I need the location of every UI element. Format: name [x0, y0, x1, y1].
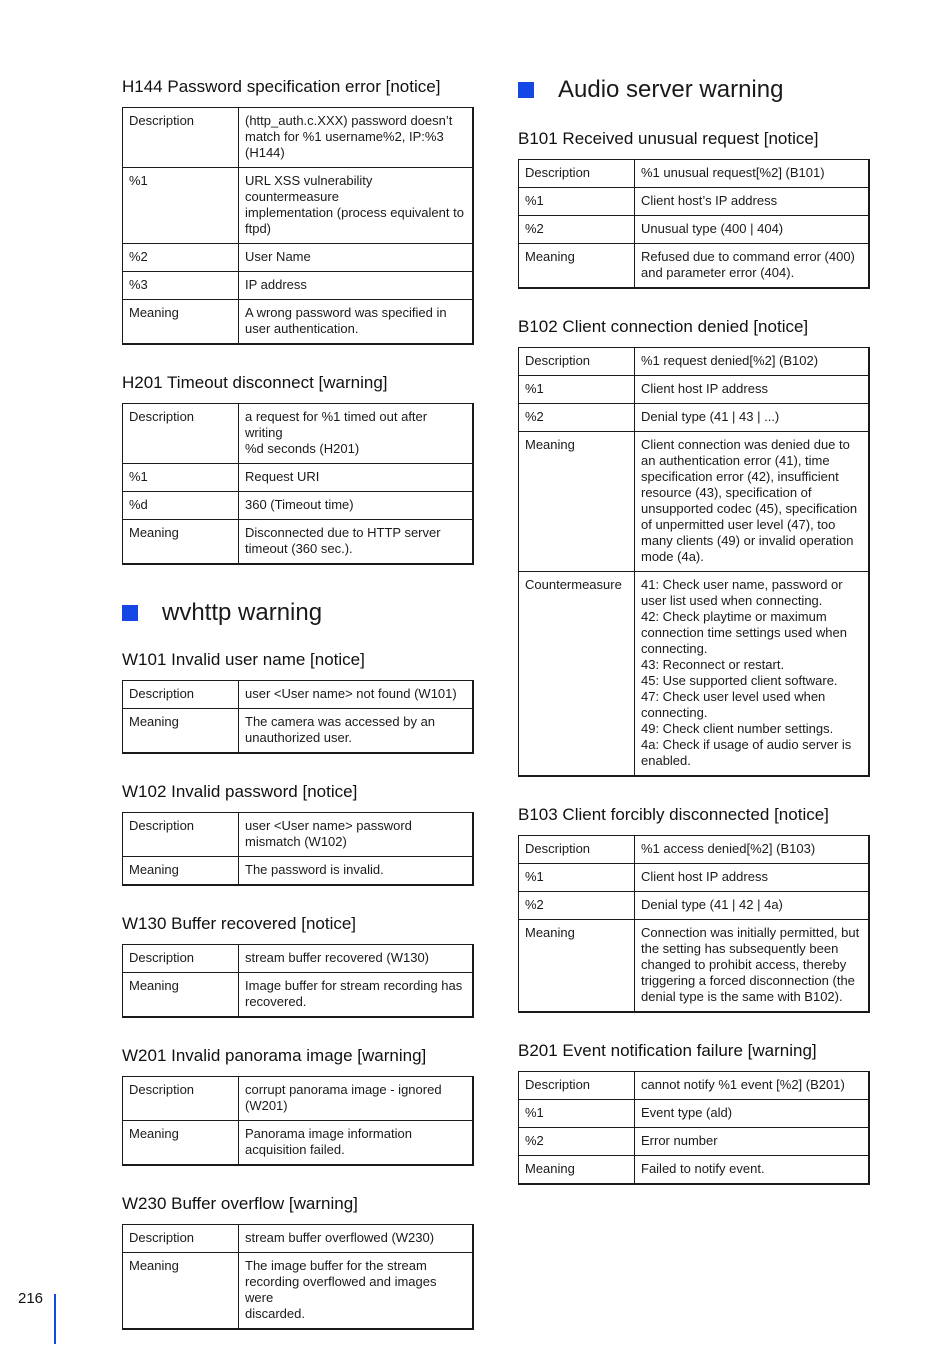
row-label: Meaning — [123, 1253, 239, 1330]
b201-block — [518, 1040, 870, 1185]
row-label: Description — [123, 945, 239, 973]
table-row — [123, 857, 474, 886]
h144-block — [122, 76, 474, 345]
table-row — [519, 864, 870, 892]
table-row — [519, 836, 870, 864]
row-label: %1 — [519, 864, 635, 892]
row-label: Meaning — [123, 520, 239, 565]
row-label: Description — [519, 348, 635, 376]
w101-heading: W101 Invalid user name [notice] — [122, 650, 365, 669]
audio-section-heading — [518, 76, 870, 104]
b101-block — [518, 128, 870, 289]
row-value: (http_auth.c.XXX) password doesn’t match for %1 username%2, IP:%3 (H144) — [239, 108, 474, 168]
table-row — [123, 813, 474, 857]
row-label: %1 — [123, 168, 239, 244]
w130-block — [122, 913, 474, 1018]
row-label: %1 — [519, 1100, 635, 1128]
row-label: %2 — [519, 1128, 635, 1156]
b103-block — [518, 804, 870, 1013]
row-value: user <User name> password mismatch (W102) — [239, 813, 474, 857]
table-row — [123, 168, 474, 244]
w101-block — [122, 649, 474, 754]
row-label: Description — [519, 836, 635, 864]
row-label: Meaning — [519, 1156, 635, 1185]
w230-block — [122, 1193, 474, 1330]
table-row — [519, 160, 870, 188]
row-label: %2 — [519, 216, 635, 244]
row-label: %2 — [519, 404, 635, 432]
w230-table — [122, 1224, 474, 1330]
row-label: %2 — [123, 244, 239, 272]
row-label: Description — [123, 108, 239, 168]
w102-table — [122, 812, 474, 886]
row-value: URL XSS vulnerability countermeasure implementation (process equivalent to ftpd) — [239, 168, 474, 244]
row-value: Error number — [635, 1128, 870, 1156]
row-value: cannot notify %1 event [%2] (B201) — [635, 1072, 870, 1100]
row-value: stream buffer recovered (W130) — [239, 945, 474, 973]
b201-table — [518, 1071, 870, 1185]
row-label: Meaning — [519, 244, 635, 289]
table-row — [123, 1253, 474, 1330]
row-value: Client host IP address — [635, 864, 870, 892]
table-row — [519, 920, 870, 1013]
row-value: A wrong password was specified in user authentication. — [239, 300, 474, 345]
left-column — [122, 76, 474, 1330]
table-row — [519, 404, 870, 432]
b103-table — [518, 835, 870, 1013]
row-label: Meaning — [123, 300, 239, 345]
row-value: Failed to notify event. — [635, 1156, 870, 1185]
table-row — [519, 348, 870, 376]
row-value: %1 access denied[%2] (B103) — [635, 836, 870, 864]
row-value: %1 request denied[%2] (B102) — [635, 348, 870, 376]
wvhttp-section-title: wvhttp warning — [162, 599, 323, 626]
row-value: 41: Check user name, password or user list used when connecting. 42: Check playtime or maximum connection time settings used when connecting. 43: Reconnect or restart. 45: Use supported client software. 47: Check user level used when connecting. 49: Check client number settings. 4a: Check if usage of audio server is enabled. — [635, 572, 870, 777]
w201-block — [122, 1045, 474, 1166]
row-value: 360 (Timeout time) — [239, 492, 474, 520]
w130-table — [122, 944, 474, 1018]
row-label: Description — [519, 160, 635, 188]
row-value: corrupt panorama image - ignored (W201) — [239, 1077, 474, 1121]
table-row — [123, 492, 474, 520]
table-row — [519, 376, 870, 404]
row-label: Meaning — [519, 432, 635, 572]
row-label: %1 — [519, 188, 635, 216]
row-value: The camera was accessed by an unauthorized user. — [239, 709, 474, 754]
w102-heading: W102 Invalid password [notice] — [122, 782, 358, 801]
wvhttp-section-heading — [122, 599, 474, 627]
table-row — [123, 300, 474, 345]
page-number-rule — [54, 1294, 56, 1344]
row-value: Denial type (41 | 42 | 4a) — [635, 892, 870, 920]
table-row — [123, 1225, 474, 1253]
row-label: Meaning — [123, 1121, 239, 1166]
table-row — [519, 892, 870, 920]
table-row — [123, 973, 474, 1018]
row-label: Meaning — [123, 973, 239, 1018]
b102-table — [518, 347, 870, 777]
h144-heading: H144 Password specification error [notice] — [122, 77, 441, 96]
row-label: %3 — [123, 272, 239, 300]
row-value: User Name — [239, 244, 474, 272]
b201-heading: B201 Event notification failure [warning] — [518, 1041, 817, 1060]
audio-section-title: Audio server warning — [558, 76, 784, 103]
section-square-icon — [122, 605, 138, 621]
row-value: Event type (ald) — [635, 1100, 870, 1128]
row-label: Description — [123, 813, 239, 857]
row-label: Meaning — [123, 857, 239, 886]
table-row — [123, 1077, 474, 1121]
w230-heading: W230 Buffer overflow [warning] — [122, 1194, 358, 1213]
row-value: The password is invalid. — [239, 857, 474, 886]
w101-table — [122, 680, 474, 754]
table-row — [123, 244, 474, 272]
table-row — [123, 520, 474, 565]
b101-heading: B101 Received unusual request [notice] — [518, 129, 819, 148]
row-value: Refused due to command error (400) and parameter error (404). — [635, 244, 870, 289]
table-row — [519, 1100, 870, 1128]
table-row — [123, 272, 474, 300]
b102-block — [518, 316, 870, 777]
row-value: IP address — [239, 272, 474, 300]
row-value: Disconnected due to HTTP server timeout (360 sec.). — [239, 520, 474, 565]
row-value: Connection was initially permitted, but the setting has subsequently been changed to prohibit access, thereby triggering a forced disconnection (the denial type is the same with B102). — [635, 920, 870, 1013]
row-label: %1 — [123, 464, 239, 492]
row-value: %1 unusual request[%2] (B101) — [635, 160, 870, 188]
row-label: Description — [519, 1072, 635, 1100]
table-row — [123, 945, 474, 973]
row-label: Description — [123, 1225, 239, 1253]
w130-heading: W130 Buffer recovered [notice] — [122, 914, 357, 933]
table-row — [123, 464, 474, 492]
row-value: The image buffer for the stream recording overflowed and images were discarded. — [239, 1253, 474, 1330]
b102-heading: B102 Client connection denied [notice] — [518, 317, 809, 336]
table-row — [519, 432, 870, 572]
row-label: Countermeasure — [519, 572, 635, 777]
row-label: Description — [123, 1077, 239, 1121]
section-square-icon — [518, 82, 534, 98]
table-row — [123, 404, 474, 464]
b103-heading: B103 Client forcibly disconnected [notice] — [518, 805, 829, 824]
row-value: Request URI — [239, 464, 474, 492]
table-row — [123, 681, 474, 709]
table-row — [519, 216, 870, 244]
table-row — [123, 108, 474, 168]
table-row — [519, 244, 870, 289]
row-value: stream buffer overflowed (W230) — [239, 1225, 474, 1253]
row-label: Description — [123, 404, 239, 464]
row-value: Panorama image information acquisition failed. — [239, 1121, 474, 1166]
row-value: Unusual type (400 | 404) — [635, 216, 870, 244]
row-label: Meaning — [123, 709, 239, 754]
page-number: 216 — [18, 1290, 44, 1307]
right-column — [518, 76, 870, 1185]
h201-table — [122, 403, 474, 565]
table-row — [123, 1121, 474, 1166]
table-row — [519, 1156, 870, 1185]
b101-table — [518, 159, 870, 289]
table-row — [123, 709, 474, 754]
table-row — [519, 572, 870, 777]
row-value: a request for %1 timed out after writing %d seconds (H201) — [239, 404, 474, 464]
row-value: Client host’s IP address — [635, 188, 870, 216]
h201-block — [122, 372, 474, 565]
table-row — [519, 1128, 870, 1156]
row-label: %1 — [519, 376, 635, 404]
row-label: %d — [123, 492, 239, 520]
row-value: Client host IP address — [635, 376, 870, 404]
row-value: Client connection was denied due to an authentication error (41), time specification error (42), insufficient resource (43), specification of unsupported codec (45), specification of unpermitted user level (47), too many clients (49) or invalid operation mode (4a). — [635, 432, 870, 572]
row-label: %2 — [519, 892, 635, 920]
w201-table — [122, 1076, 474, 1166]
w201-heading: W201 Invalid panorama image [warning] — [122, 1046, 427, 1065]
row-value: Denial type (41 | 43 | ...) — [635, 404, 870, 432]
row-value: user <User name> not found (W101) — [239, 681, 474, 709]
w102-block — [122, 781, 474, 886]
table-row — [519, 1072, 870, 1100]
h201-heading: H201 Timeout disconnect [warning] — [122, 373, 388, 392]
row-label: Meaning — [519, 920, 635, 1013]
h144-table — [122, 107, 474, 345]
table-row — [519, 188, 870, 216]
row-value: Image buffer for stream recording has recovered. — [239, 973, 474, 1018]
row-label: Description — [123, 681, 239, 709]
